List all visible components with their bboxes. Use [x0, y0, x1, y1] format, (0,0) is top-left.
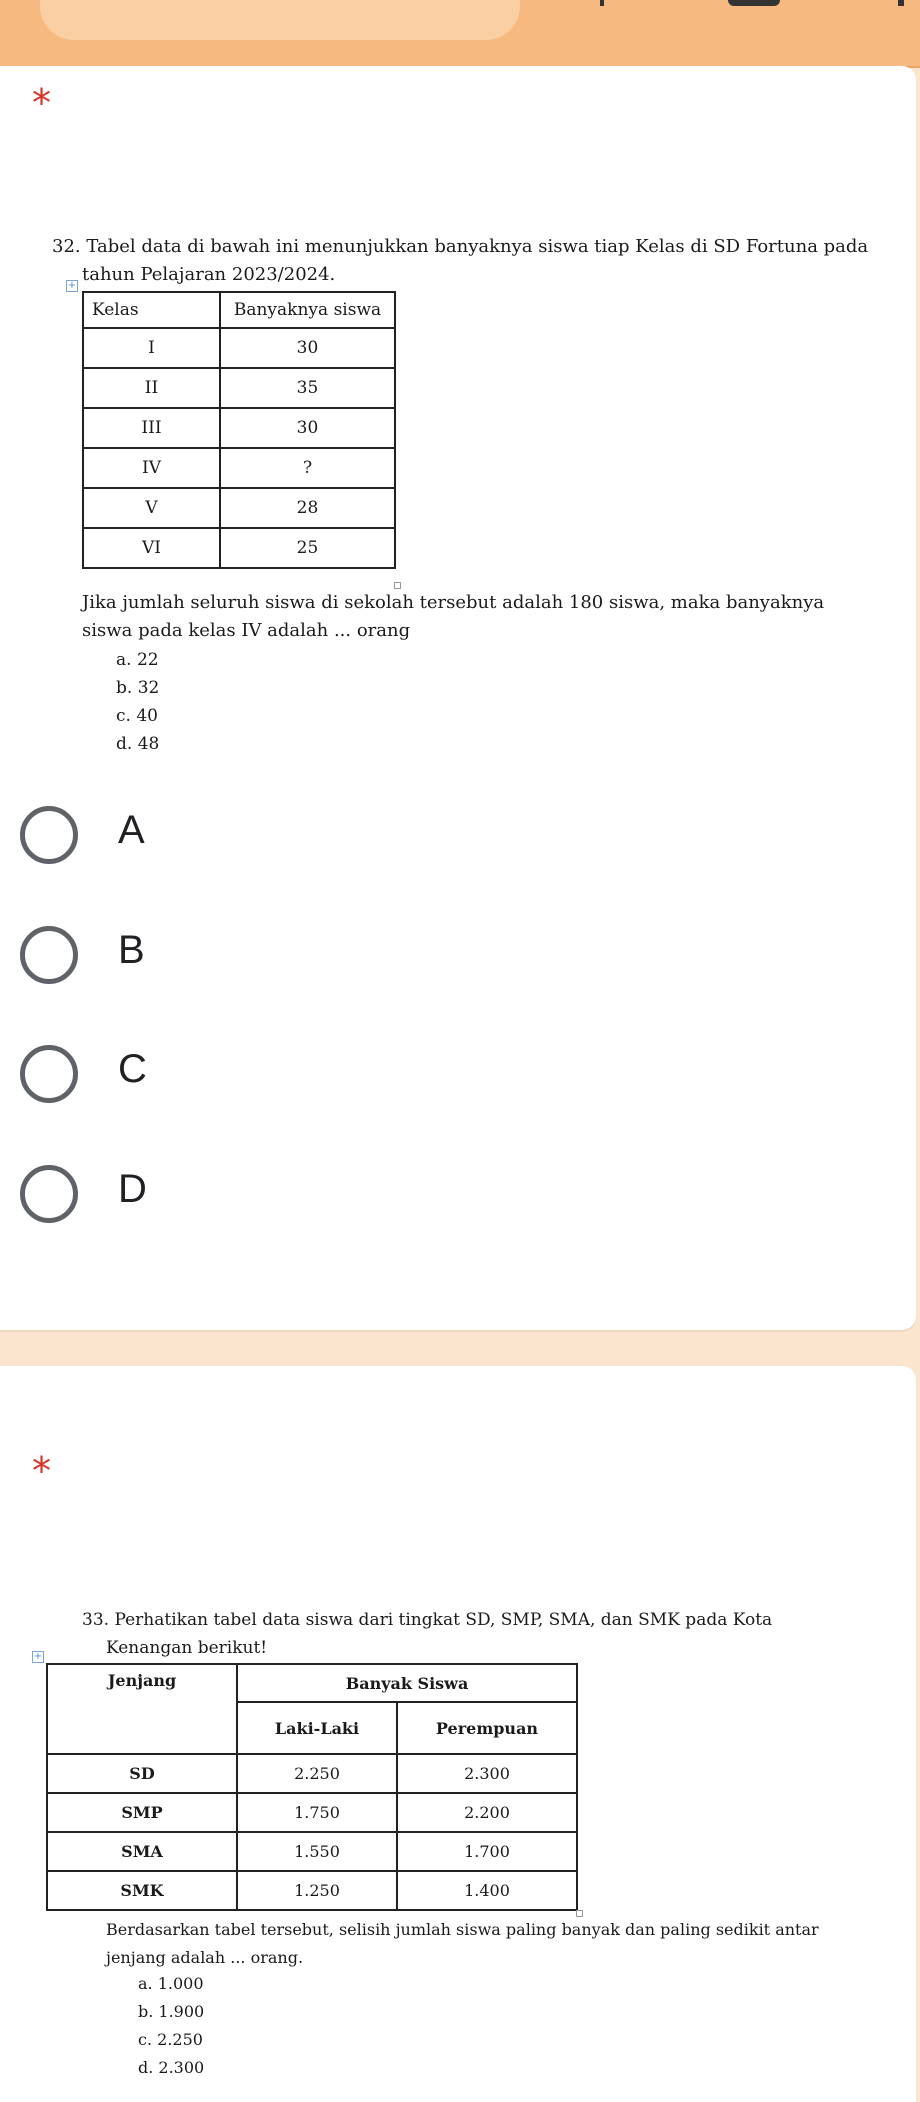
q33-option-d: d. 2.300 [138, 2058, 205, 2077]
table-row [47, 1871, 577, 1910]
header-mark [728, 0, 780, 6]
table-header-row [83, 292, 395, 328]
table-row [83, 368, 395, 408]
q32-option-c: c. 40 [116, 706, 158, 726]
choice-d[interactable] [20, 1153, 620, 1223]
table-row [47, 1754, 577, 1793]
table-cell: 1.750 [237, 1793, 397, 1832]
choice-label: C [118, 1047, 147, 1091]
table-cell: 25 [220, 528, 395, 568]
q32-text-line2: tahun Pelajaran 2023/2024. [82, 264, 336, 285]
table-cell: SD [47, 1754, 237, 1793]
table-cell: 30 [220, 328, 395, 368]
q32-option-b: b. 32 [116, 678, 160, 698]
table-header-banyak-siswa: Banyak Siswa [237, 1664, 577, 1702]
q32-table [82, 291, 396, 569]
table-cell: SMK [47, 1871, 237, 1910]
table-move-handle-icon: + [33, 1651, 43, 1662]
q33-option-b: b. 1.900 [138, 2002, 205, 2021]
table-row [47, 1793, 577, 1832]
choice-label: B [118, 928, 145, 972]
q32-text-after2: siswa pada kelas IV adalah ... orang [82, 620, 411, 641]
table-row [83, 488, 395, 528]
required-asterisk: * [32, 1449, 51, 1493]
top-header-bar [0, 0, 920, 68]
q33-option-a: a. 1.000 [138, 1974, 204, 1993]
table-cell: 1.550 [237, 1832, 397, 1871]
table-cell: IV [83, 448, 220, 488]
q32-option-a: a. 22 [116, 650, 159, 670]
q33-text-line2: Kenangan berikut! [106, 1638, 268, 1658]
table-cell: 1.400 [397, 1871, 577, 1910]
table-header-kelas: Kelas [83, 292, 220, 328]
table-cell: 30 [220, 408, 395, 448]
q33-table [46, 1663, 578, 1911]
table-cell: I [83, 328, 220, 368]
table-cell: II [83, 368, 220, 408]
choice-a[interactable] [20, 794, 620, 864]
q33-option-c: c. 2.250 [138, 2030, 203, 2049]
q32-option-d: d. 48 [116, 734, 160, 754]
q33-text-after2: jenjang adalah ... orang. [106, 1948, 304, 1967]
choice-label: D [118, 1167, 147, 1211]
table-resize-handle [394, 582, 401, 589]
table-cell: V [83, 488, 220, 528]
header-mark [898, 0, 904, 6]
table-cell: ? [220, 448, 395, 488]
q32-text-line1: 32. Tabel data di bawah ini menunjukkan banyaknya siswa tiap Kelas di SD Fortuna pada [52, 236, 869, 257]
table-resize-handle [576, 1910, 583, 1917]
table-header-row [47, 1664, 577, 1702]
table-header-banyaknya: Banyaknya siswa [220, 292, 395, 328]
radio-button-icon[interactable] [20, 1165, 78, 1223]
choice-label: A [118, 808, 145, 852]
table-row [47, 1832, 577, 1871]
choice-c[interactable] [20, 1033, 620, 1103]
q33-text-after1: Berdasarkan tabel tersebut, selisih jumlah siswa paling banyak dan paling sedikit antar [106, 1920, 819, 1939]
table-cell: 1.700 [397, 1832, 577, 1871]
radio-button-icon[interactable] [20, 806, 78, 864]
table-row [83, 528, 395, 568]
table-move-handle-icon: + [67, 280, 77, 291]
table-row [83, 448, 395, 488]
table-header-laki: Laki-Laki [237, 1702, 397, 1754]
table-cell: 28 [220, 488, 395, 528]
radio-button-icon[interactable] [20, 926, 78, 984]
table-cell: III [83, 408, 220, 448]
table-cell: 1.250 [237, 1871, 397, 1910]
table-cell: 2.300 [397, 1754, 577, 1793]
header-pill [40, 0, 520, 40]
table-cell: SMP [47, 1793, 237, 1832]
choice-b[interactable] [20, 914, 620, 984]
radio-button-icon[interactable] [20, 1045, 78, 1103]
required-asterisk: * [32, 81, 51, 125]
table-header-perempuan: Perempuan [397, 1702, 577, 1754]
q33-text-line1: 33. Perhatikan tabel data siswa dari tingkat SD, SMP, SMA, dan SMK pada Kota [82, 1610, 773, 1630]
table-cell: SMA [47, 1832, 237, 1871]
table-cell: 35 [220, 368, 395, 408]
table-header-jenjang: Jenjang [47, 1664, 237, 1754]
q32-text-after1: Jika jumlah seluruh siswa di sekolah tersebut adalah 180 siswa, maka banyaknya [82, 592, 825, 613]
table-row [83, 328, 395, 368]
table-cell: 2.250 [237, 1754, 397, 1793]
table-row [83, 408, 395, 448]
table-cell: VI [83, 528, 220, 568]
table-cell: 2.200 [397, 1793, 577, 1832]
header-mark [600, 0, 604, 6]
